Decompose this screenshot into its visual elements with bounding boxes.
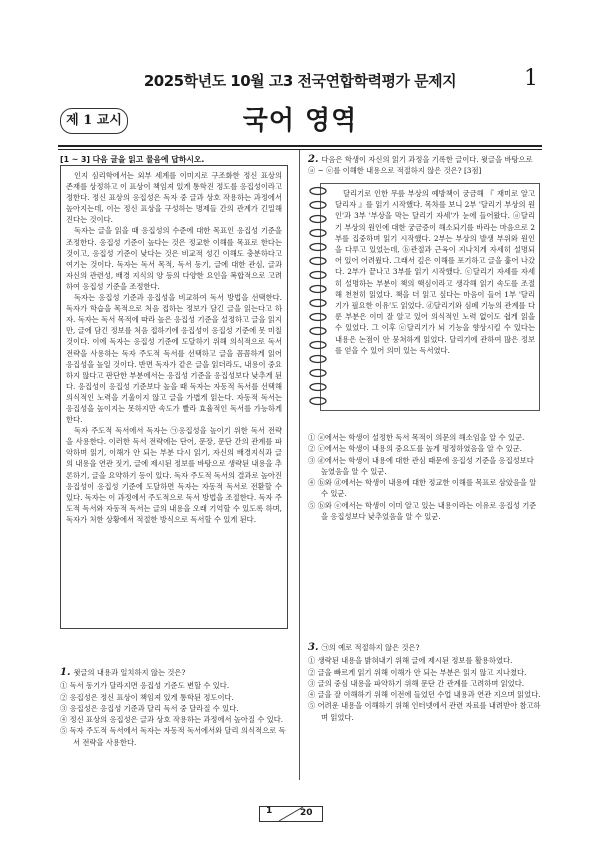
option[interactable]: ① 독서 동기가 달라지면 응집성 기준도 변할 수 있다. (60, 681, 230, 691)
passage (66, 170, 282, 525)
option[interactable]: ⑤ 독자 주도적 독서에서 독자는 자동적 독서에서와 달리 의식적으로 독서 전략을 사용한다. (60, 726, 286, 747)
footer-current-page: 1 (266, 806, 273, 816)
question-text: 윗글의 내용과 일치하지 않는 것은? (73, 668, 186, 677)
passage-paragraph: 독자 주도적 독서에서 독자는 ㉠응집성을 높이기 위한 독서 전략을 사용한다. 이러한 독서 전략에는 단어, 문장, 문단 간의 관계를 파악하며 읽기, 이해가 안 되는 부분 다시 읽기, 자신의 배경지식과 글의 내용을 연관 짓기, 글에 제시된 정보를 바탕으로 생략된 내용을 추론하기, 글을 요약하기 등이 있다. 독자 주도적 독서의 결과로 높아진 응집성이 응집성 기준에 도달하면 독자는 자동적 독서로 전환할 수 있다. 독자는 이 과정에서 주도적으로 독서 방법을 조절한다. 독자 주도적 독서와 자동적 독서는 글의 내용을 오래 기억할 수 있도록 하며, 독자가 처한 상황에서 적절한 방식으로 독서할 수 있게 된다. (66, 426, 282, 524)
option[interactable]: ③ 응집성은 응집성 기준과 달리 독서 중 달라질 수 있다. (60, 703, 239, 713)
question-stem (308, 642, 542, 653)
question-text: 다음은 학생이 자신의 읽기 과정을 기록한 글이다. 윗글을 바탕으로 ⓐ ~ ⓔ를 이해한 내용으로 적절하지 않은 것은? [3점] (308, 155, 533, 176)
header-rule (58, 145, 542, 147)
option[interactable]: ④ 글을 잘 이해하기 위해 이전에 들었던 수업 내용과 연관 지으며 읽었다. (308, 690, 541, 700)
option[interactable]: ④ ⓑ와 ⓓ에서는 학생이 내용에 대한 정교한 이해를 목표로 삼았음을 알 수 있군. (308, 478, 537, 499)
session-badge: 제 1 교시 (60, 108, 128, 134)
question-number: 1. (60, 667, 71, 678)
passage-paragraph: 독자는 글을 읽을 때 응집성의 수준에 대한 목표인 응집성 기준을 조정한다. 응집성 기준이 높다는 것은 정교한 이해를 목표로 한다는 것이고, 응집성 기준이 낮다는 것은 비교적 성긴 이해도 충분하다고 여기는 것이다. 독자는 독서 목적, 독서 동기, 글에 대한 관심, 글과 자신의 관련성, 배경 지식의 양 등의 다양한 요인을 복합적으로 고려하여 응집성 기준을 조정한다. (66, 226, 282, 291)
option[interactable]: ① 생략된 내용을 밝혀내기 위해 글에 제시된 정보를 활용하였다. (308, 656, 513, 666)
question-3 (308, 642, 542, 723)
option[interactable]: ② 글을 빠르게 읽기 위해 이해가 안 되는 부분은 읽지 않고 지나쳤다. (308, 667, 527, 677)
question-2 (308, 154, 542, 177)
option[interactable]: ② ⓒ에서는 학생이 내용의 중요도를 높게 평정하였음을 알 수 있군. (308, 444, 523, 454)
record-paragraph: 달리기로 인한 무릎 부상의 예방책이 궁금해 『 재미로 알고 달리자 』를 읽기 시작했다. 목차를 보니 2부 '달리기 부상의 원인'과 3부 '부상을 막는 달리기 자세'가 눈에 들어왔다. ⓐ달리기 부상의 원인에 대한 궁금증이 해소되기를 바라는 마음으로 2부를 집중하며 읽기 시작했다. 2부는 부상의 발생 부위와 원인을 다루고 있었는데, ⓑ관절과 근육이 지나치게 자세히 설명되어 있어 어려웠다. 그래서 깊은 이해를 포기하고 글을 훑어 나갔다. 2부가 끝나고 3부를 읽기 시작했다. ⓒ달리기 자세를 자세히 설명하는 부분이 책의 핵심이라고 생각해 읽기 속도를 조절해 천천히 읽었다. 책을 더 읽고 싶다는 마음이 들어 1부 '달리기가 필요한 이유'도 읽었다. ⓓ달리기와 심폐 기능의 관계를 다룬 부분은 이미 잘 알고 있어 의식적인 노력 없이도 쉽게 읽을 수 있었다. 그 이후 ⓔ달리기가 뇌 기능을 향상시킬 수 있다는 내용은 논점이 안 뭉쳐하게 읽었다. 달리기에 관하여 많은 정보를 얻을 수 있어 의미 있는 독서였다. (335, 189, 535, 355)
subject-title: 국어 영역 (242, 106, 358, 136)
notebook-spiral-icon (307, 186, 329, 408)
option[interactable]: ② 응집성은 정신 표상이 책임져 있게 통학된 정도이다. (60, 692, 234, 702)
header-rule-thin (58, 149, 542, 150)
question-stem (308, 154, 542, 177)
option[interactable]: ⑤ ⓑ와 ⓔ에서는 학생이 이미 알고 있는 내용이라는 이유로 응집성 기준을 응집성보다 낮추었음을 알 수 있군. (308, 500, 537, 522)
record-text (335, 188, 535, 356)
footer-total-pages: 20 (300, 808, 313, 818)
option[interactable]: ⑤ 어려운 내용을 이해하기 위해 인터넷에서 관련 자료를 내려받아 참고하며 읽었다. (308, 701, 541, 722)
question-number: 2. (308, 154, 319, 165)
passage-paragraph: 독자는 응집성 기준과 응집성을 비교하여 독서 방법을 선택한다. 독자가 학습을 목적으로 처음 접하는 정보가 담긴 글을 읽는다고 하자. 독자는 독서 목적에 따라 높은 응집성 기준을 설정하고 글을 읽지만, 글에 담긴 정보를 처음 접하기에 응집성이 응집성 기준에 못 미칠 것이다. 이에 독자는 응집성 기준에 도달하기 위해 의식적으로 독서 전략을 사용하는 독자 주도적 독서를 선택하고 글을 꼼꼼하게 읽어 응집성을 높일 것이다. 반면 독자가 같은 글을 읽더라도, 내용이 중요하지 않다고 판단한 부분에서는 응집성 기준을 응집성보다 낮추게 된다. 응집성이 응집성 기준보다 높을 때 독자는 자동적 독서를 선택해 의식적인 노력을 기울이지 않고 글을 가볍게 읽는다. 자동적 독서는 응집성을 높이지는 못하지만 속도가 빨라 효율적인 독서를 가능하게 한다. (66, 293, 282, 425)
question-1 (60, 667, 286, 748)
option[interactable]: ③ ⓓ에서는 학생이 내용에 대한 관심 때문에 응집성 기준을 응집성보다 높였음을 알 수 있군. (308, 455, 534, 476)
option-list (308, 432, 542, 522)
question-stem (60, 667, 286, 678)
page-number: 1 (524, 66, 538, 91)
option[interactable]: ① ⓐ에서는 학생이 설정한 독서 목적이 의문의 해소임을 알 수 있군. (308, 433, 525, 442)
option-list (60, 680, 286, 748)
instruction: [1 ~ 3] 다음 글을 읽고 물음에 답하시오. (60, 155, 205, 164)
option-list (308, 655, 542, 723)
question-2-options (308, 430, 542, 522)
option[interactable]: ③ 글의 중심 내용을 파악하기 위해 문단 간 관계를 고려하며 읽었다. (308, 678, 525, 688)
exam-title: 2025학년도 10월 고3 전국연합학력평가 문제지 (143, 72, 457, 90)
question-number: 3. (308, 642, 319, 653)
option[interactable]: ④ 정신 표상의 응집성은 글과 상호 작용하는 과정에서 높아질 수 있다. (60, 715, 284, 725)
column-divider (299, 150, 300, 780)
question-text: ㉠의 예로 적절하지 않은 것은? (321, 643, 420, 652)
passage-paragraph: 인지 심리학에서는 외부 세계를 이미지로 구조화한 정신 표상의 존재를 상정하고 이 표상이 책임져 있게 통학진 정도를 응집성이라고 정한다. 정신 표상의 응집성은 독자 중 글과 상호 작용하는 과정에서 높아지는데, 이는 정신 표상을 구성하는 명제들 간의 관계가 긴밀해진다는 것이다. (66, 171, 282, 225)
